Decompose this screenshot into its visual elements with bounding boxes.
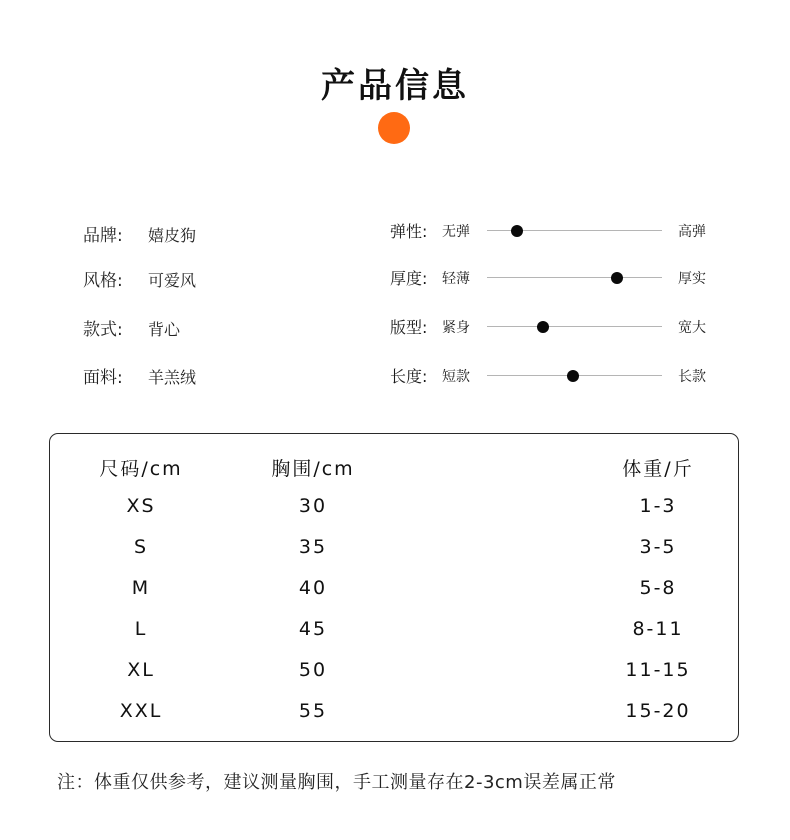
cell-size: XXL (119, 700, 163, 722)
size-table (49, 433, 739, 742)
scale-high-label: 宽大 (678, 320, 706, 336)
scale-length (390, 364, 730, 388)
scale-low-label: 紧身 (442, 320, 470, 336)
scale-high-label: 高弹 (678, 224, 706, 240)
cell-weight: 15-20 (625, 700, 691, 722)
cell-size: S (133, 536, 149, 558)
cell-chest: 30 (298, 495, 328, 517)
cell-size: M (131, 577, 151, 599)
cell-size: L (134, 618, 148, 640)
cell-weight: 3-5 (639, 536, 677, 558)
scale-label: 厚度: (390, 269, 428, 288)
cell-weight: 8-11 (632, 618, 684, 640)
scale-track (487, 230, 662, 231)
scale-low-label: 短款 (442, 369, 470, 385)
attr-label: 风格: (83, 271, 123, 291)
scale-low-label: 轻薄 (442, 271, 470, 287)
cell-weight: 5-8 (639, 577, 677, 599)
scale-high-label: 厚实 (678, 271, 706, 287)
header-weight: 体重/斤 (622, 458, 694, 480)
cell-chest: 55 (298, 700, 328, 722)
accent-dot (378, 112, 410, 144)
scale-knob (537, 321, 549, 333)
attr-value: 嬉皮狗 (148, 226, 197, 245)
attr-value: 背心 (148, 320, 181, 339)
attr-label: 面料: (83, 368, 123, 388)
scale-track (487, 277, 662, 278)
header-chest: 胸围/cm (271, 458, 355, 480)
cell-weight: 11-15 (625, 659, 691, 681)
cell-chest: 50 (298, 659, 328, 681)
scale-knob (567, 370, 579, 382)
scale-thickness (390, 266, 730, 290)
attr-value: 羊羔绒 (148, 368, 197, 387)
scale-knob (511, 225, 523, 237)
scale-label: 版型: (390, 318, 428, 337)
scale-track (487, 326, 662, 327)
scale-elasticity (390, 219, 730, 243)
cell-chest: 45 (298, 618, 328, 640)
scale-knob (611, 272, 623, 284)
attr-label: 款式: (83, 320, 123, 340)
cell-chest: 35 (298, 536, 328, 558)
cell-weight: 1-3 (639, 495, 677, 517)
cell-chest: 40 (298, 577, 328, 599)
header-size: 尺码/cm (99, 458, 183, 480)
scale-label: 弹性: (390, 222, 428, 241)
cell-size: XS (126, 495, 156, 517)
cell-size: XL (127, 659, 155, 681)
scale-label: 长度: (390, 367, 428, 386)
scale-fit (390, 315, 730, 339)
footnote: 注：体重仅供参考，建议测量胸围，手工测量存在2-3cm误差属正常 (57, 772, 616, 793)
attr-value: 可爱风 (148, 271, 197, 290)
scale-track (487, 375, 662, 376)
page-title: 产品信息 (321, 66, 469, 106)
attr-label: 品牌: (83, 226, 123, 246)
scale-low-label: 无弹 (442, 224, 470, 240)
scale-high-label: 长款 (678, 369, 706, 385)
